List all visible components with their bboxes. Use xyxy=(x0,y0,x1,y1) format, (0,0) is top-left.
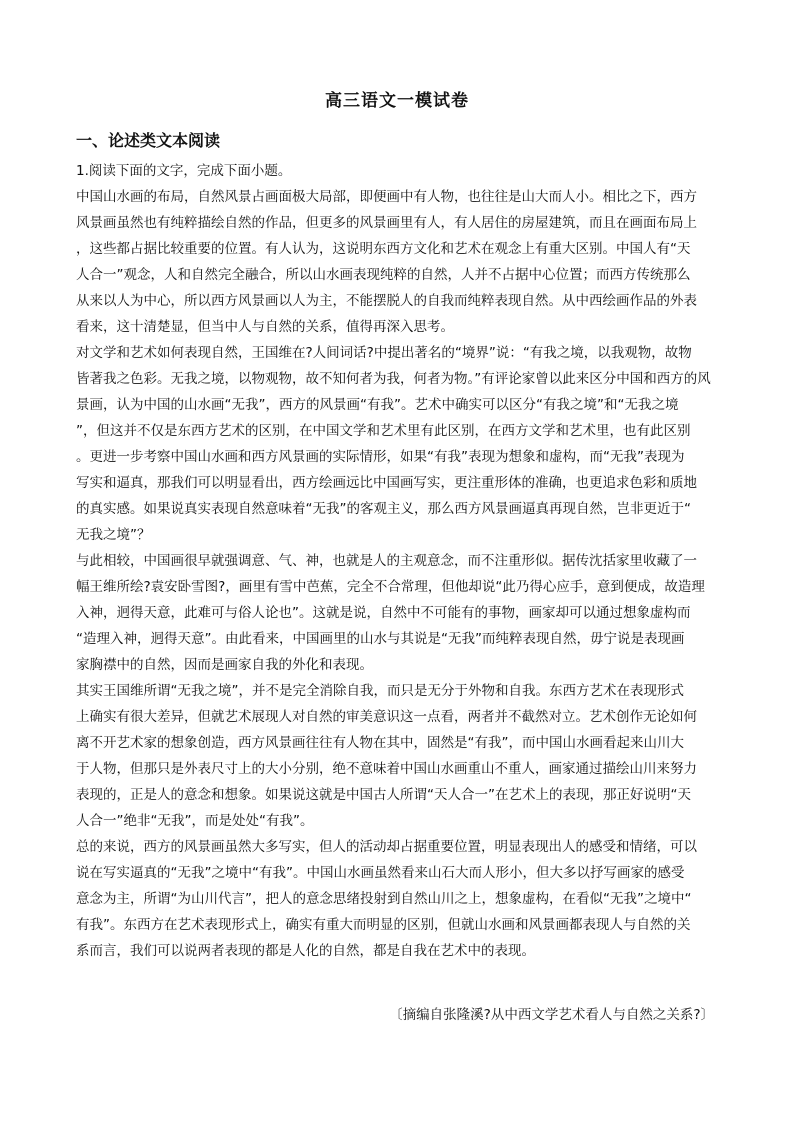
passage-line: 表现的，正是人的意念和想象。如果说这就是中国古人所谓“天人合一”在艺术上的表现，那正好说明“天 xyxy=(76,787,691,803)
passage-line: 景画，认为中国的山水画“无我”，西方的风景画“有我”。艺术中确实可以区分“有我之境”和“无我之境 xyxy=(76,397,679,413)
passage-line: 的真实感。如果说真实表现自然意味着“无我”的客观主义，那么西方风景画逼真再现自然，岂非更近于“ xyxy=(76,501,691,517)
passage-line: 意念为主，所谓“为山川代言”，把人的意念思绪投射到自然山川之上，想象虚构，在看似“无我”之境中“ xyxy=(76,891,692,907)
passage-line: 。更进一步考察中国山水画和西方风景画的实际情形，如果“有我”表现为想象和虚构，而“无我”表现为 xyxy=(76,449,685,465)
passage-line: 写实和逼真，那我们可以明显看出，西方绘画远比中国画写实，更注重形体的准确，也更追求色彩和质地 xyxy=(76,475,697,491)
passage-body xyxy=(76,158,720,964)
passage-line: 总的来说，西方的风景画虽然大多写实，但人的活动却占据重要位置，明显表现出人的感受和情绪，可以 xyxy=(76,839,697,855)
section-heading: 一、论述类文本阅读 xyxy=(76,131,221,150)
passage-line: ”，但这并不仅是东西方艺术的区别，在中国文学和艺术里有此区别，在西方文学和艺术里，也有此区别 xyxy=(76,423,691,439)
passage-line: 无我之境”？ xyxy=(76,527,151,543)
passage-line: 对文学和艺术如何表现自然，王国维在?人间词话?中提出著名的“境界”说：“有我之境，以我观物，故物 xyxy=(76,345,692,361)
passage-line: 看来，这十清楚显，但当中人与自然的关系，值得再深入思考。 xyxy=(76,319,454,335)
passage-line: 于人物，但那只是外表尺寸上的大小分别，绝不意味着中国山水画重山不重人，画家通过描绘山川来努力 xyxy=(76,761,697,777)
passage-line: 风景画虽然也有纯粹描绘自然的作品，但更多的风景画里有人，有人居住的房屋建筑，而且在画面布局上 xyxy=(76,215,697,231)
passage-line: 上确实有很大差异，但就艺术展现人对自然的审美意识这一点看，两者并不截然对立。艺术创作无论如何 xyxy=(76,709,697,725)
passage-line: 说在写实逼真的“无我”之境中“有我”。中国山水画虽然看来山石大而人形小，但大多以抒写画家的感受 xyxy=(76,865,685,881)
page-title: 高三语文一模试卷 xyxy=(325,91,469,111)
passage-line: 中国山水画的布局，自然风景占画面极大局部，即便画中有人物，也往往是山大而人小。相比之下，西方 xyxy=(76,189,697,205)
passage-line: 从来以人为中心，所以西方风景画以人为主，不能摆脱人的自我而纯粹表现自然。从中西绘画作品的外表 xyxy=(76,293,697,309)
source-citation: 〔摘编自张隆溪?从中西文学艺术看人与自然之关系?〕 xyxy=(389,1007,714,1023)
passage-line: ，这些都占据比较重要的位置。有人认为，这说明东西方文化和艺术在观念上有重大区别。中国人有“天 xyxy=(76,241,691,257)
passage-line: 人合一”观念，人和自然完全融合，所以山水画表现纯粹的自然，人并不占据中心位置；而西方传统那么 xyxy=(76,267,691,283)
passage-line: 入神，迥得天意，此难可与俗人论也”。这就是说，自然中不可能有的事物，画家却可以通过想象虚构而 xyxy=(76,605,691,621)
passage-line: 其实王国维所谓“无我之境”，并不是完全消除自我，而只是无分于外物和自我。东西方艺术在表现形式 xyxy=(76,683,684,699)
passage-line: 离不开艺术家的想象创造，西方风景画往往有人物在其中，固然是“有我”，而中国山水画看起来山川大 xyxy=(76,735,684,751)
passage-line: 人合一”绝非“无我”，而是处处“有我”。 xyxy=(76,813,314,829)
passage-line: 与此相较，中国画很早就强调意、气、神，也就是人的主观意念，而不注重形似。据传沈括家里收藏了一 xyxy=(76,553,697,569)
passage-line: 系而言，我们可以说两者表现的都是人化的自然，都是自我在艺术中的表现。 xyxy=(76,943,535,959)
passage-line: 家胸襟中的自然，因而是画家自我的外化和表现。 xyxy=(76,657,373,673)
passage-line: 1.阅读下面的文字，完成下面小题。 xyxy=(76,163,292,179)
passage-line: “造理入神，迥得天意”。由此看来，中国画里的山水与其说是“无我”而纯粹表现自然，毋宁说是表现画 xyxy=(76,631,685,647)
passage-line: 幅王维所绘?袁安卧雪图?，画里有雪中芭蕉，完全不合常理，但他却说“此乃得心应手，意到便成，故造理 xyxy=(76,579,705,595)
passage-line: 皆著我之色彩。无我之境，以物观物，故不知何者为我，何者为物。”有评论家曾以此来区分中国和西方的风 xyxy=(76,371,711,387)
passage-line: 有我”。东西方在艺术表现形式上，确实有重大而明显的区别，但就山水画和风景画都表现人与自然的关 xyxy=(76,917,691,933)
